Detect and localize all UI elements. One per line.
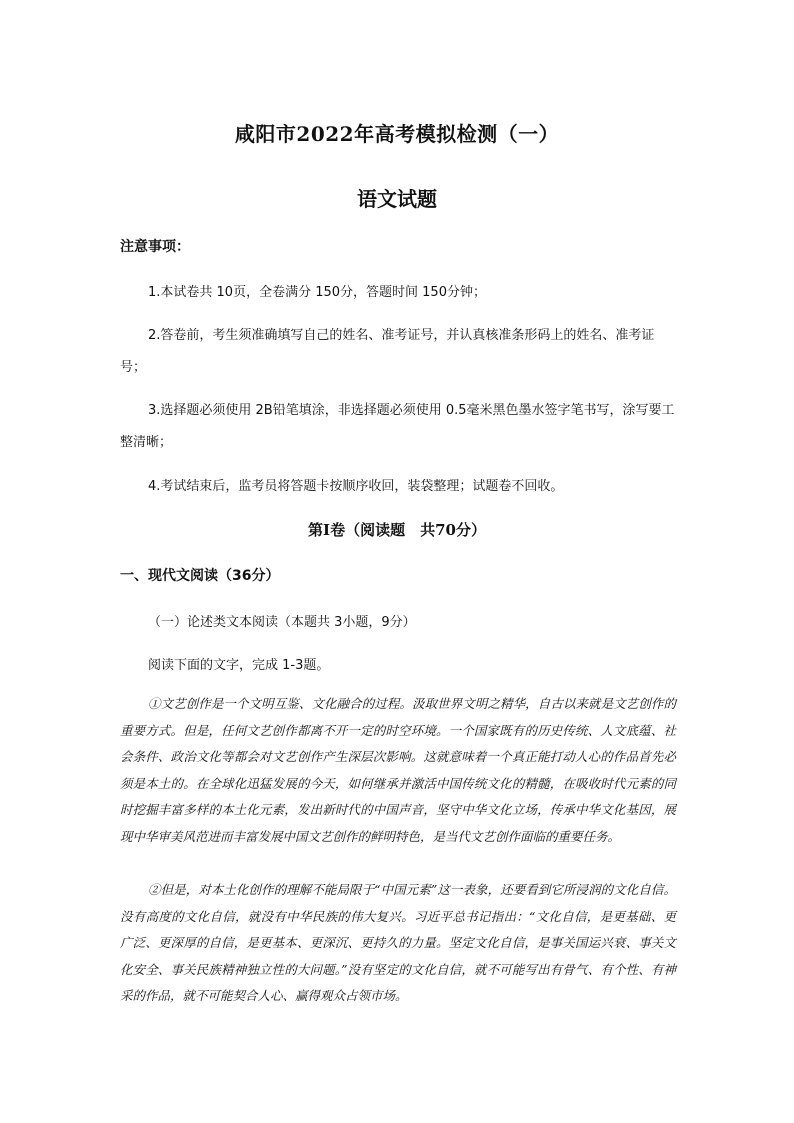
note-item-1: 1.本试卷共 10页，全卷满分 150分，答题时间 150分钟； bbox=[148, 285, 486, 300]
section-heading: 一、现代文阅读（36分） bbox=[120, 568, 280, 584]
note-item-3: 3.选择题必须使用 2B铅笔填涂，非选择题必须使用 0.5毫米黑色墨水签字笔书写，涂写要工整清晰； bbox=[120, 403, 675, 450]
note-item-4: 4.考试结束后，监考员将答题卡按顺序收回，装袋整理；试题卷不回收。 bbox=[148, 479, 564, 494]
passage-paragraph-1: ①文艺创作是一个文明互鉴、文化融合的过程。汲取世界文明之精华，自古以来就是文艺创作的重要方式。但是，任何文艺创作都离不开一定的时空环境。一个国家既有的历史传统、人文底蕴、社会条件、政治文化等都会对文艺创作产生深层次影响。这就意味着一个真正能打动人心的作品首先必须是本土的。在全球化迅猛发展的今天，如何继承并激活中国传统文化的精髓，在吸收时代元素的同时挖掘丰富多样的本土化元素，发出新时代的中国声音，坚守中华文化立场，传承中华文化基因，展现中华审美风范进而丰富发展中国文艺创作的鲜明特色，是当代文艺创作面临的重要任务。 bbox=[120, 696, 676, 844]
sub-section-heading: （一）论述类文本阅读（本题共 3小题，9分） bbox=[148, 615, 416, 630]
exam-subtitle: 语文试题 bbox=[357, 187, 437, 211]
exam-title: 咸阳市2022年高考模拟检测（一） bbox=[234, 122, 560, 146]
note-item-2: 2.答卷前，考生须准确填写自己的姓名、准考证号，并认真核准条形码上的姓名、准考证号； bbox=[120, 328, 655, 375]
part-heading: 第Ⅰ卷（阅读题 共70分） bbox=[308, 521, 486, 539]
notes-heading: 注意事项： bbox=[120, 239, 190, 255]
passage-paragraph-2: ②但是，对本土化创作的理解不能局限于“中国元素”这一表象，还要看到它所浸润的文化自信。没有高度的文化自信，就没有中华民族的伟大复兴。习近平总书记指出：“文化自信，是更基础、更广泛、更深厚的自信，是更基本、更深沉、更持久的力量。坚定文化自信，是事关国运兴衰、事关文化安全、事关民族精神独立性的大问题。”没有坚定的文化自信，就不可能写出有骨气、有个性、有神采的作品，就不可能契合人心、赢得观众占领市场。 bbox=[120, 882, 676, 1003]
reading-instruction: 阅读下面的文字，完成 1-3题。 bbox=[148, 658, 330, 673]
